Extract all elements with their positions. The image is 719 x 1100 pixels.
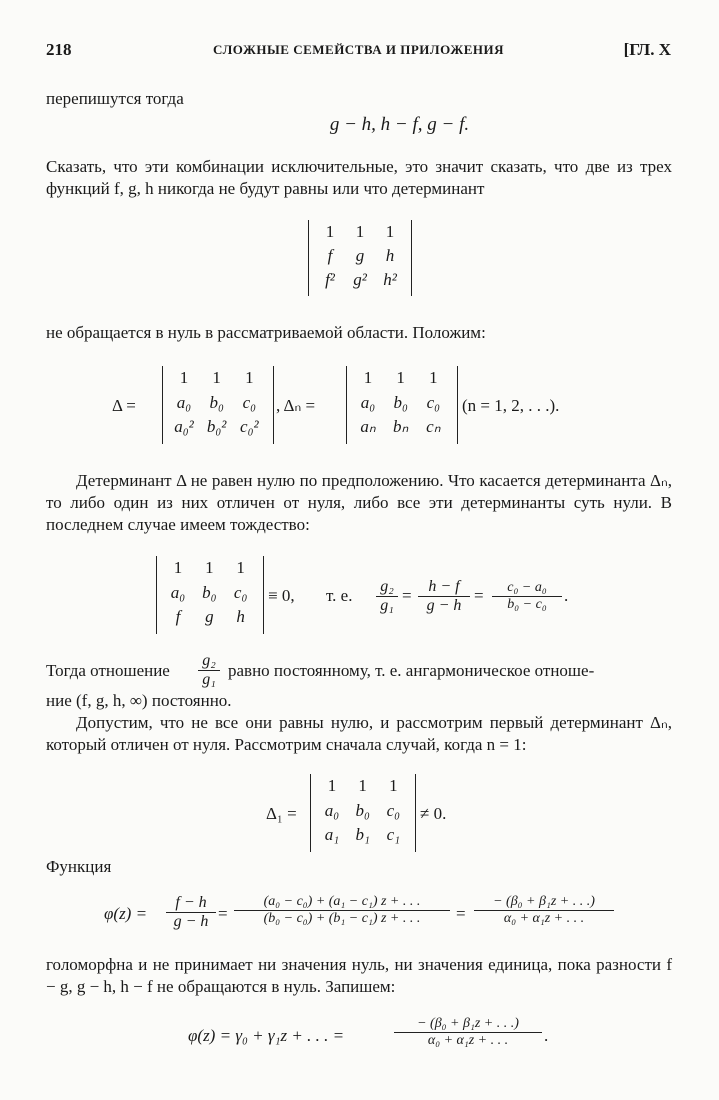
matrix-cell: a₀ [324,800,340,820]
paragraph-8: голоморфна и не принимает ни значения нуль, ни значения единица, пока разности f − g, g − h, h − f не обращаются в нуль. Запишем: [46,955,672,996]
page-number: 218 [46,40,72,59]
determinant-delta1 [310,774,416,852]
matrix-cell: a₀ [170,582,186,602]
equals-sign: = [402,586,412,605]
matrix-cell: c₀ [242,392,257,412]
matrix-cell: g [205,607,214,627]
fraction-numerator: h − f [418,578,470,597]
fraction-numerator: − (β₀ + β₁z + . . .) [474,894,614,911]
matrix-cell: h [385,246,395,265]
matrix-cell: a₁ [324,825,340,845]
matrix-cell: 1 [245,368,254,387]
fraction-numerator: c₀ − a₀ [492,580,562,597]
matrix-cell: g² [353,270,367,289]
paragraph-7: Функция [46,857,112,876]
matrix-cell: a₀² [174,417,194,437]
matrix-cell: 1 [325,222,335,241]
period: . [564,586,569,605]
matrix-cell: h [236,607,245,627]
matrix-cell: bₙ [393,417,409,437]
differences-formula: g − h, h − f, g − f. [329,114,470,135]
fraction-denominator: g₁ [202,671,216,688]
fraction-denominator: (b₀ − c₀) + (b₁ − c₁) z + . . . [263,911,421,926]
fraction-denominator: g₁ [380,597,394,614]
determinant-fgh [308,220,412,296]
n-range: (n = 1, 2, . . .). [462,396,560,415]
paragraph-5c: ние (f, g, h, ∞) постоянно. [46,691,232,710]
paragraph-2: Сказать, что эти комбинации исключительные, это значит сказать, что две из трех функций f, g, h никогда не будут равны или что детерминант [46,157,672,198]
fraction-numerator: (a₀ − c₀) + (a₁ − c₁) z + . . . [234,894,450,911]
fraction-denominator: α₀ + α₁z + . . . [427,1033,509,1048]
matrix-cell: b₀ [355,800,370,820]
matrix-cell: b₀ [393,392,408,412]
delta1-neq: ≠ 0. [420,804,447,823]
period: . [544,1026,549,1045]
chapter-label: [ГЛ. X [623,40,671,59]
matrix-cell: b₀ [202,582,217,602]
matrix-cell: b₀ [209,392,224,412]
matrix-cell: cₙ [426,417,441,437]
matrix-cell: aₙ [360,417,376,437]
matrix-cell: 1 [355,222,365,241]
paragraph-6: Допустим, что не все они равны нулю, и рассмотрим первый детерминант Δₙ, который отличен от нуля. Рассмотрим сначала случай, когда n = 1: [46,713,672,754]
matrix-cell: 1 [429,368,438,387]
matrix-cell: 1 [396,368,405,387]
matrix-cell: 1 [205,558,214,577]
matrix-cell: 1 [179,368,189,387]
delta-n-label: , Δₙ = [276,396,316,415]
determinant-delta-n [346,366,458,444]
paragraph-3: не обращается в нуль в рассматриваемой области. Положим: [46,323,486,342]
delta1-label: Δ₁ = [266,804,297,823]
fraction-g2-g1 [376,578,398,615]
matrix-cell: b₁ [355,825,370,845]
phi-fraction-1 [166,894,216,931]
matrix-cell: c₀ [233,582,248,602]
phi-fraction-3 [474,894,614,927]
fraction-numerator: − (β₀ + β₁z + . . .) [394,1016,542,1033]
matrix-cell: 1 [212,368,221,387]
matrix-cell: a₀ [176,392,192,412]
matrix-cell: f [327,246,333,265]
matrix-cell: h² [383,270,397,289]
fraction-numerator: f − h [166,894,216,913]
matrix-cell: b₀² [206,417,227,437]
determinant-delta [162,366,274,444]
matrix-cell: g [355,246,365,265]
matrix-cell: 1 [358,776,367,795]
fraction-numerator: g₂ [376,578,398,597]
phi-fraction-2 [234,894,450,927]
fraction-denominator: g − h [173,913,209,930]
fraction-numerator: g₂ [198,652,220,671]
matrix-cell: 1 [173,558,183,577]
delta-label: Δ = [112,396,136,415]
fraction-denominator: α₀ + α₁z + . . . [503,911,585,926]
ratio-fraction [198,652,220,689]
matrix-cell: c₀ [426,392,441,412]
matrix-cell: c₁ [386,825,401,845]
fraction-denominator: g − h [426,597,462,614]
matrix-cell: c₀ [386,800,401,820]
paragraph-4: Детерминант Δ не равен нулю по предположению. Что касается детерминанта Δₙ, то либо один из них отличен от нуля, либо все эти детерминанты суть нули. В последнем случае имеем тождество: [46,471,672,534]
series-lhs: φ(z) = γ₀ + γ₁z + . . . = [188,1026,345,1045]
equals-sign: = [218,904,228,923]
identity-equals: ≡ 0, [268,586,295,605]
paragraph-5a: Тогда отношение [46,661,170,680]
fraction-hf-gh [418,578,470,615]
matrix-cell: 1 [327,776,337,795]
matrix-cell: 1 [236,558,245,577]
determinant-identity [156,556,264,634]
paragraph-5b: равно постоянному, т. е. ангармоническое отноше- [228,661,595,680]
series-fraction [394,1016,542,1049]
fraction-c0a0-b0c0 [492,580,562,613]
equals-sign: = [456,904,466,923]
paragraph-1: перепишутся тогда [46,89,184,108]
phi-lhs: φ(z) = [104,904,148,923]
matrix-cell: 1 [363,368,373,387]
matrix-cell: 1 [385,222,395,241]
matrix-cell: 1 [389,776,398,795]
matrix-cell: a₀ [360,392,376,412]
matrix-cell: f [175,607,181,627]
page-header [46,40,671,64]
fraction-denominator: b₀ − c₀ [507,597,547,612]
running-title: СЛОЖНЫЕ СЕМЕЙСТВА И ПРИЛОЖЕНИЯ [213,42,504,57]
equals-sign: = [474,586,484,605]
matrix-cell: f² [325,270,335,289]
te-text: т. е. [326,586,353,605]
matrix-cell: c₀² [240,417,259,437]
